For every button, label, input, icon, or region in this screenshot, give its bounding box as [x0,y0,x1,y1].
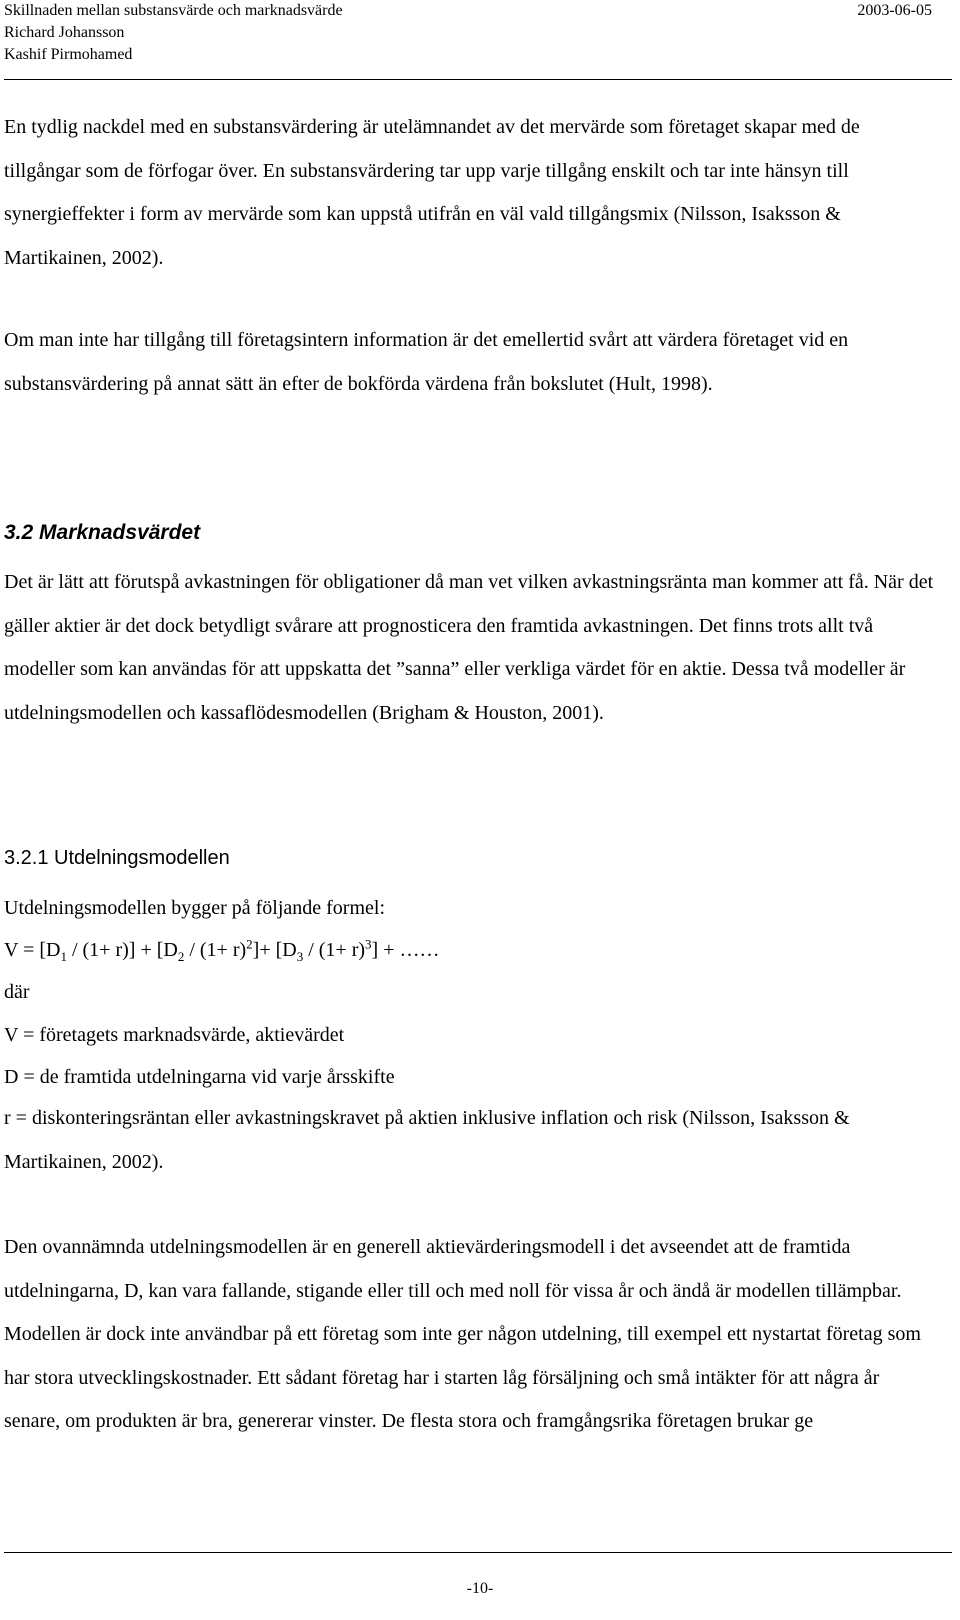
paragraph-4: Den ovannämnda utdelningsmodellen är en generell aktievärderingsmodell i det avseendet att de framtida utdelningarna, D, kan vara fallande, stigande eller till och med noll för vissa år och ändå är modellen tillämpbar. Modellen är dock inte användbar på ett företag som inte ger någon utdelning, till exempel ett nystartat företag som har stora utvecklingskostnader. Ett sådant företag har i starten låg försäljning och små intäkter för att några år senare, om produkten är bra, genererar vinster. De flesta stora och framgångsrika företagen brukar ge [4,1236,921,1433]
header-title: Skillnaden mellan substansvärde och marknadsvärde [4,2,343,19]
formula-sub-3: 3 [296,949,304,964]
section-heading-3-2-1: 3.2.1 Utdelningsmodellen [4,847,230,869]
formula-sub-1: 1 [60,949,67,964]
formula-exp-2: 2 [246,936,253,952]
definition-v: V = företagets marknadsvärde, aktievärdet [4,1024,345,1046]
definition-r: r = diskonteringsräntan eller avkastningskravet på aktien inklusive inflation och risk (Nilsson, Isaksson & Martikainen, 2002). [4,1107,850,1173]
dividend-formula [4,935,439,965]
header-author-1: Richard Johansson [4,24,125,41]
formula-part: V = [D [4,939,61,961]
page-number: -10- [466,1580,494,1597]
page-header [4,0,932,66]
formula-exp-3: 3 [365,936,372,952]
formula-part: / (1+ r)] + [D [66,939,178,961]
paragraph-3: Det är lätt att förutspå avkastningen för obligationer då man vet vilken avkastningsränta man kommer att få. När det gäller aktier är det dock betydligt svårare att prognosticera den framtida avkastningen. Det finns trots allt två modeller som kan användas för att uppskatta det ”sanna” eller verkliga värdet för en aktie. Dessa två modeller är utdelningsmodellen och kassaflödesmodellen (Brigham & Houston, 2001). [4,571,934,724]
formula-sub-2: 2 [177,949,185,964]
header-date: 2003-06-05 [857,2,932,19]
footer-rule [4,1552,952,1553]
formula-part: ] + …… [371,939,440,961]
formula-part: / (1+ r) [184,939,247,961]
header-rule [4,79,952,80]
definition-d: D = de framtida utdelningarna vid varje årsskifte [4,1066,395,1088]
formula-intro: Utdelningsmodellen bygger på följande formel: [4,897,386,919]
formula-part: ]+ [D [252,939,297,961]
section-heading-3-2: 3.2 Marknadsvärdet [4,521,201,544]
paragraph-1: En tydlig nackdel med en substansvärdering är utelämnandet av det mervärde som företaget skapar med de tillgångar som de förfogar över. En substansvärdering tar upp varje tillgång enskilt och tar inte hänsyn till synergieffekter i form av mervärde som kan uppstå utifrån en väl vald tillgångsmix (Nilsson, Isaksson & Martikainen, 2002). [4,116,860,269]
formula-part: / (1+ r) [303,939,366,961]
paragraph-2: Om man inte har tillgång till företagsintern information är det emellertid svårt att värdera företaget vid en substansvärdering på annat sätt än efter de bokförda värdena från bokslutet (Hult, 1998). [4,329,849,395]
formula-where: där [4,981,30,1003]
header-author-2: Kashif Pirmohamed [4,46,133,63]
